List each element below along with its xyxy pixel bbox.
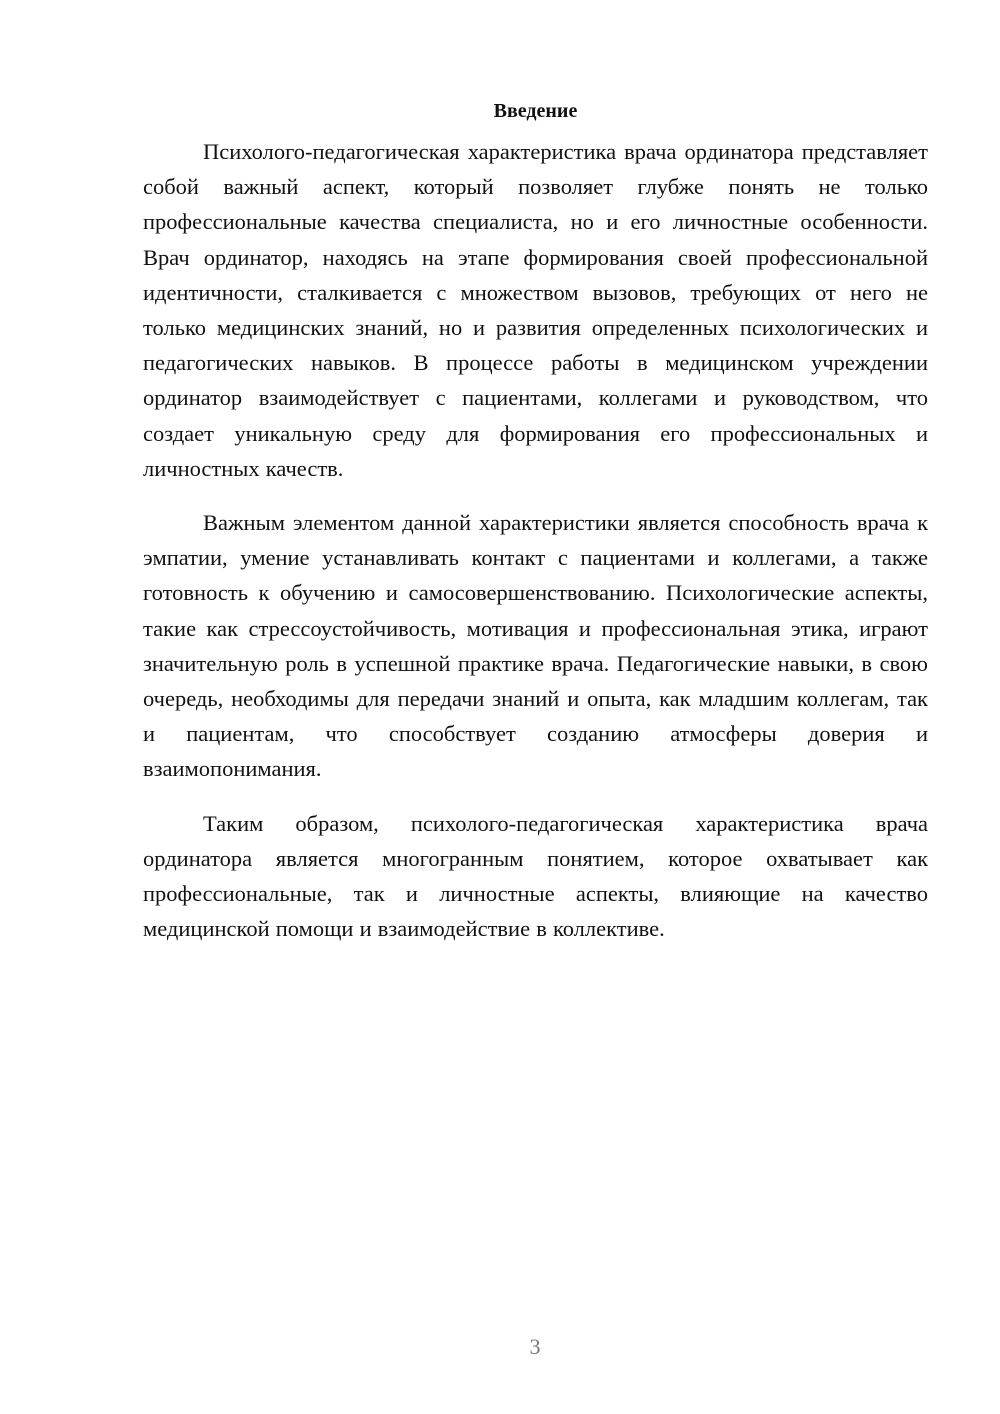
section-heading: Введение	[493, 100, 578, 122]
paragraph-conclusion: Таким образом, психолого-педагогическая характеристика врача ординатора является многогранным понятием, которое охватывает как профессиональные, так и личностные аспекты, влияющие на качество медицинской помощи и взаимодействие в коллективе.	[143, 810, 928, 942]
paragraph-intro: Психолого-педагогическая характеристика врача ординатора представляет собой важный аспект, который позволяет глубже понять не только профессиональные качества специалиста, но и его личностные особенности. Врач ординатор, находясь на этапе формирования своей профессиональной идентичности, сталкивается с множеством вызовов, требующих от него не только медицинских знаний, но и развития определенных психологических и педагогических навыков. В процессе работы в медицинском учреждении ординатор взаимодействует с пациентами, коллегами и руководством, что создает уникальную среду для формирования его профессиональных и личностных качеств.	[143, 139, 928, 481]
document-page	[143, 98, 928, 965]
page-number: 3	[529, 1334, 541, 1359]
paragraph-empathy: Важным элементом данной характеристики является способность врача к эмпатии, умение устанавливать контакт с пациентами и коллегами, а также готовность к обучению и самосовершенствованию. Психологические аспекты, такие как стрессоустойчивость, мотивация и профессиональная этика, играют значительную роль в успешной практике врача. Педагогические навыки, в свою очередь, необходимы для передачи знаний и опыта, как младшим коллегам, так и пациентам, что способствует созданию атмосферы доверия и взаимопонимания.	[143, 510, 928, 782]
